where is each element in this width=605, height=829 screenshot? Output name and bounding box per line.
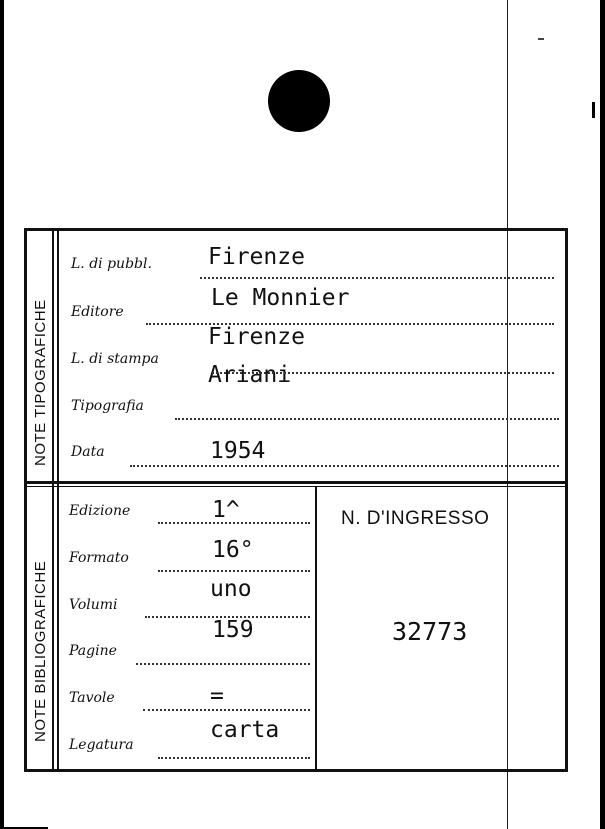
edge-tick-mark [592,102,595,118]
frame-inner-rule [52,231,54,769]
card-left-edge [0,0,4,829]
ingresso-label: N. D'INGRESSO [341,508,490,529]
value-tavole: = [210,683,224,709]
label-legatura: Legatura [69,737,134,753]
value-pagine: 159 [212,617,254,643]
dotted-line [158,570,310,572]
value-luogo-pubblicazione: Firenze [208,244,305,270]
value-edizione: 1^ [212,497,240,523]
dotted-line [130,465,559,467]
label-luogo-pubblicazione: L. di pubbl. [71,256,152,272]
section-title-bibliografiche: NOTE BIBLIOGRAFICHE [32,560,49,742]
label-volumi: Volumi [69,597,118,613]
value-data: 1954 [210,438,266,464]
value-volumi: uno [210,576,252,602]
label-tipografia: Tipografia [71,398,144,414]
value-legatura: carta [210,717,280,743]
dotted-line [200,277,554,279]
edge-dash-mark [538,38,544,40]
label-edizione: Edizione [69,503,131,519]
section-divider [26,486,566,487]
label-data: Data [71,444,105,460]
punch-hole [268,70,330,132]
value-editore: Le Monnier [211,285,350,311]
dotted-line [136,663,310,665]
label-tavole: Tavole [69,690,115,706]
section-title-tipografiche: NOTE TIPOGRAFICHE [32,299,49,466]
dotted-line [143,709,310,711]
dotted-line [175,418,559,420]
column-divider [315,487,317,769]
value-formato: 16° [212,537,254,563]
card-right-edge [600,0,605,829]
value-tipografia: Ariani [208,362,292,388]
dotted-line [212,372,554,374]
dotted-line [158,757,310,759]
label-luogo-stampa: L. di stampa [71,351,159,367]
value-luogo-stampa: Firenze [208,324,305,350]
frame-inner-rule [57,231,59,769]
label-pagine: Pagine [69,643,117,659]
dotted-line [158,522,310,524]
section-divider [26,481,566,484]
label-editore: Editore [71,304,124,320]
label-formato: Formato [69,550,129,566]
ingresso-number: 32773 [392,617,468,646]
